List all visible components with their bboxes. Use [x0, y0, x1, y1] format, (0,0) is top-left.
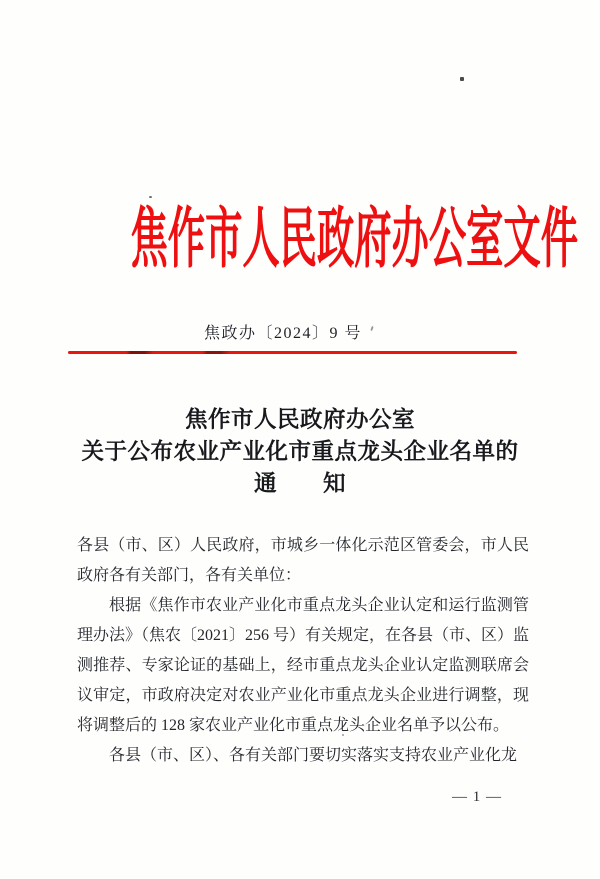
document-body	[77, 531, 529, 771]
notice-title-line: 焦作市人民政府办公室	[184, 407, 415, 432]
notice-title-line: 通 知	[253, 471, 346, 496]
notice-title-line: 关于公布农业产业化市重点龙头企业名单的	[81, 439, 519, 464]
page-number: — 1 —	[452, 789, 502, 805]
doc-number: 焦政办〔2024〕9 号	[203, 325, 362, 342]
scan-speck	[460, 77, 464, 81]
body-paragraph: 各县（市、区）、各有关部门要切实落实支持农业产业化龙	[109, 747, 518, 764]
red-divider-line	[68, 351, 517, 354]
body-paragraph: 各县（市、区）人民政府，市城乡一体化示范区管委会，市人民政府各有关部门，各有关单位：	[77, 537, 529, 584]
scan-speck	[149, 196, 152, 198]
letterhead-title: 焦作市人民政府办公室文件	[130, 203, 578, 276]
body-paragraph: 根据《焦作市农业产业化市重点龙头企业认定和运行监测管理办法》（焦农〔2021〕256 号）有关规定，在各县（市、区）监测推荐、专家论证的基础上，经市重点龙头企业认定监测联席会议审定，市政府决定对农业产业化市重点龙头企业进行调整，现将调整后的 128 家农业产业化市重点龙头企业名单予以公布。	[77, 597, 530, 734]
notice-title	[0, 404, 600, 500]
